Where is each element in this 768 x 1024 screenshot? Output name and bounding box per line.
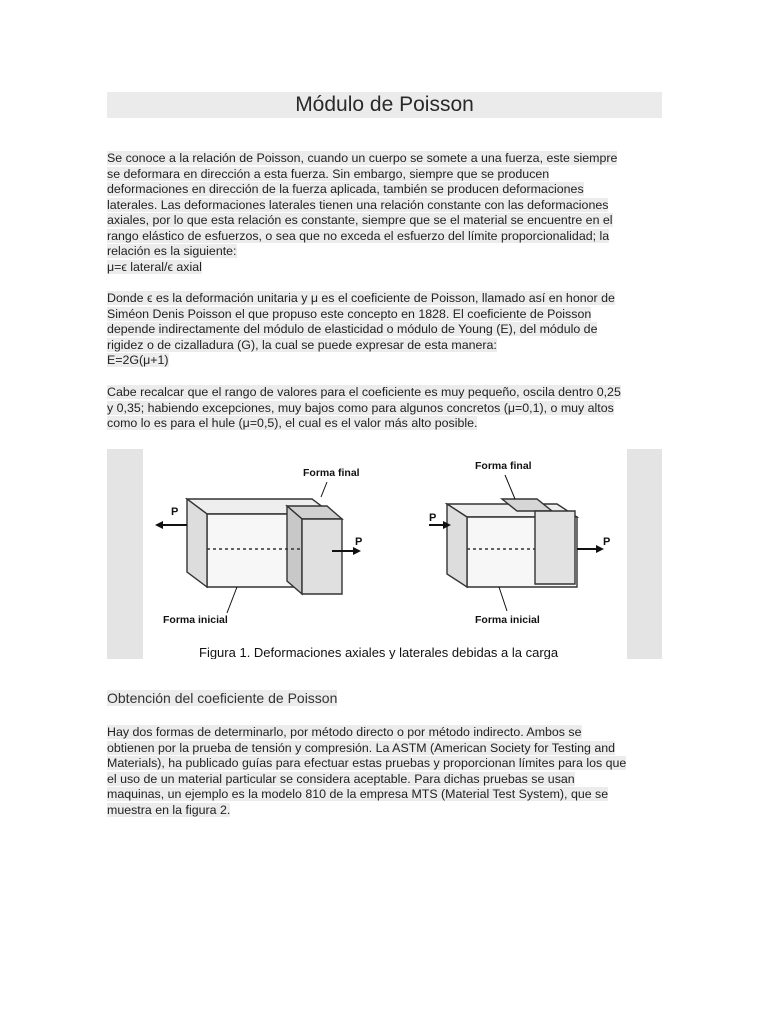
section-heading — [107, 689, 337, 707]
text-line: laterales. Las deformaciones laterales tienen una relación constante con las deformaciones — [107, 197, 609, 212]
label-forma-final-right: Forma final — [475, 460, 532, 472]
text-line: el uso de un material particular se considera aceptable. Para dichas pruebas se usan — [107, 771, 575, 786]
text-line: obtienen por la prueba de tensión y compresión. La ASTM (American Society for Testing and — [107, 740, 616, 755]
paragraph-methods — [107, 725, 662, 818]
text-line: Se conoce a la relación de Poisson, cuando un cuerpo se somete a una fuerza, este siempre — [107, 151, 618, 165]
label-forma-inicial-right: Forma inicial — [475, 614, 540, 626]
force-label-right-2: P — [603, 536, 611, 548]
text-line: Materials), ha publicado guías para efectuar estas pruebas y proporcionan límites para los que — [107, 756, 627, 770]
text-line: maquinas, un ejemplo es la modelo 810 de la empresa MTS (Material Test System), que se — [107, 787, 609, 801]
paragraph-intro — [107, 151, 662, 275]
force-label-right: P — [355, 536, 363, 548]
label-forma-inicial-left: Forma inicial — [163, 614, 228, 626]
text-line: muestra en la figura 2. — [107, 802, 231, 817]
label-forma-final-left: Forma final — [303, 467, 360, 479]
force-label-left: P — [171, 506, 179, 518]
text-line: axiales, por lo que esta relación es constante, siempre que se el material se encuentre en el — [107, 213, 613, 227]
figure-caption: Figura 1. Deformaciones axiales y laterales debidas a la carga — [199, 645, 559, 659]
page-title: Módulo de Poisson — [107, 92, 662, 118]
text-line: depende indirectamente del módulo de elasticidad o módulo de Young (E), del módulo de — [107, 322, 598, 336]
text-line: relación es la siguiente: — [107, 244, 237, 258]
formula-poisson: μ=ϵ lateral/ϵ axial — [107, 259, 202, 274]
deformation-diagram — [107, 449, 662, 659]
right-block — [447, 499, 577, 587]
text-line: deformaciones en dirección de la fuerza aplicada, también se producen deformaciones — [107, 182, 584, 196]
force-label-left-2: P — [429, 512, 437, 524]
left-block — [187, 499, 342, 594]
text-line: Cabe recalcar que el rango de valores para el coeficiente es muy pequeño, oscila dentro 0,25 — [107, 385, 621, 399]
figure-deformation — [107, 449, 662, 659]
paragraph-definition — [107, 291, 662, 369]
paragraph-range — [107, 385, 662, 432]
text-line: Donde ϵ es la deformación unitaria y μ es el coeficiente de Poisson, llamado así en honor de — [107, 291, 615, 305]
formula-young: E=2G(μ+1) — [107, 353, 169, 367]
section-heading-text: Obtención del coeficiente de Poisson — [107, 690, 338, 706]
text-line: se deformara en dirección a esta fuerza. Sin embargo, siempre que se producen — [107, 166, 550, 181]
text-line: Siméon Denis Poisson el que propuso este concepto en 1828. El coeficiente de Poisson — [107, 306, 592, 321]
text-line: como lo es para el hule (μ=0,5), el cual es el valor más alto posible. — [107, 416, 478, 430]
text-line: rango elástico de esfuerzos, o sea que no exceda el esfuerzo del límite proporcionalidad; la — [107, 228, 610, 243]
text-line: rigidez o de cizalladura (G), la cual se puede expresar de esta manera: — [107, 337, 497, 352]
text-line: y 0,35; habiendo excepciones, muy bajos como para algunos concretos (μ=0,1), o muy altos — [107, 400, 614, 415]
text-line: Hay dos formas de determinarlo, por método directo o por método indirecto. Ambos se — [107, 725, 582, 739]
